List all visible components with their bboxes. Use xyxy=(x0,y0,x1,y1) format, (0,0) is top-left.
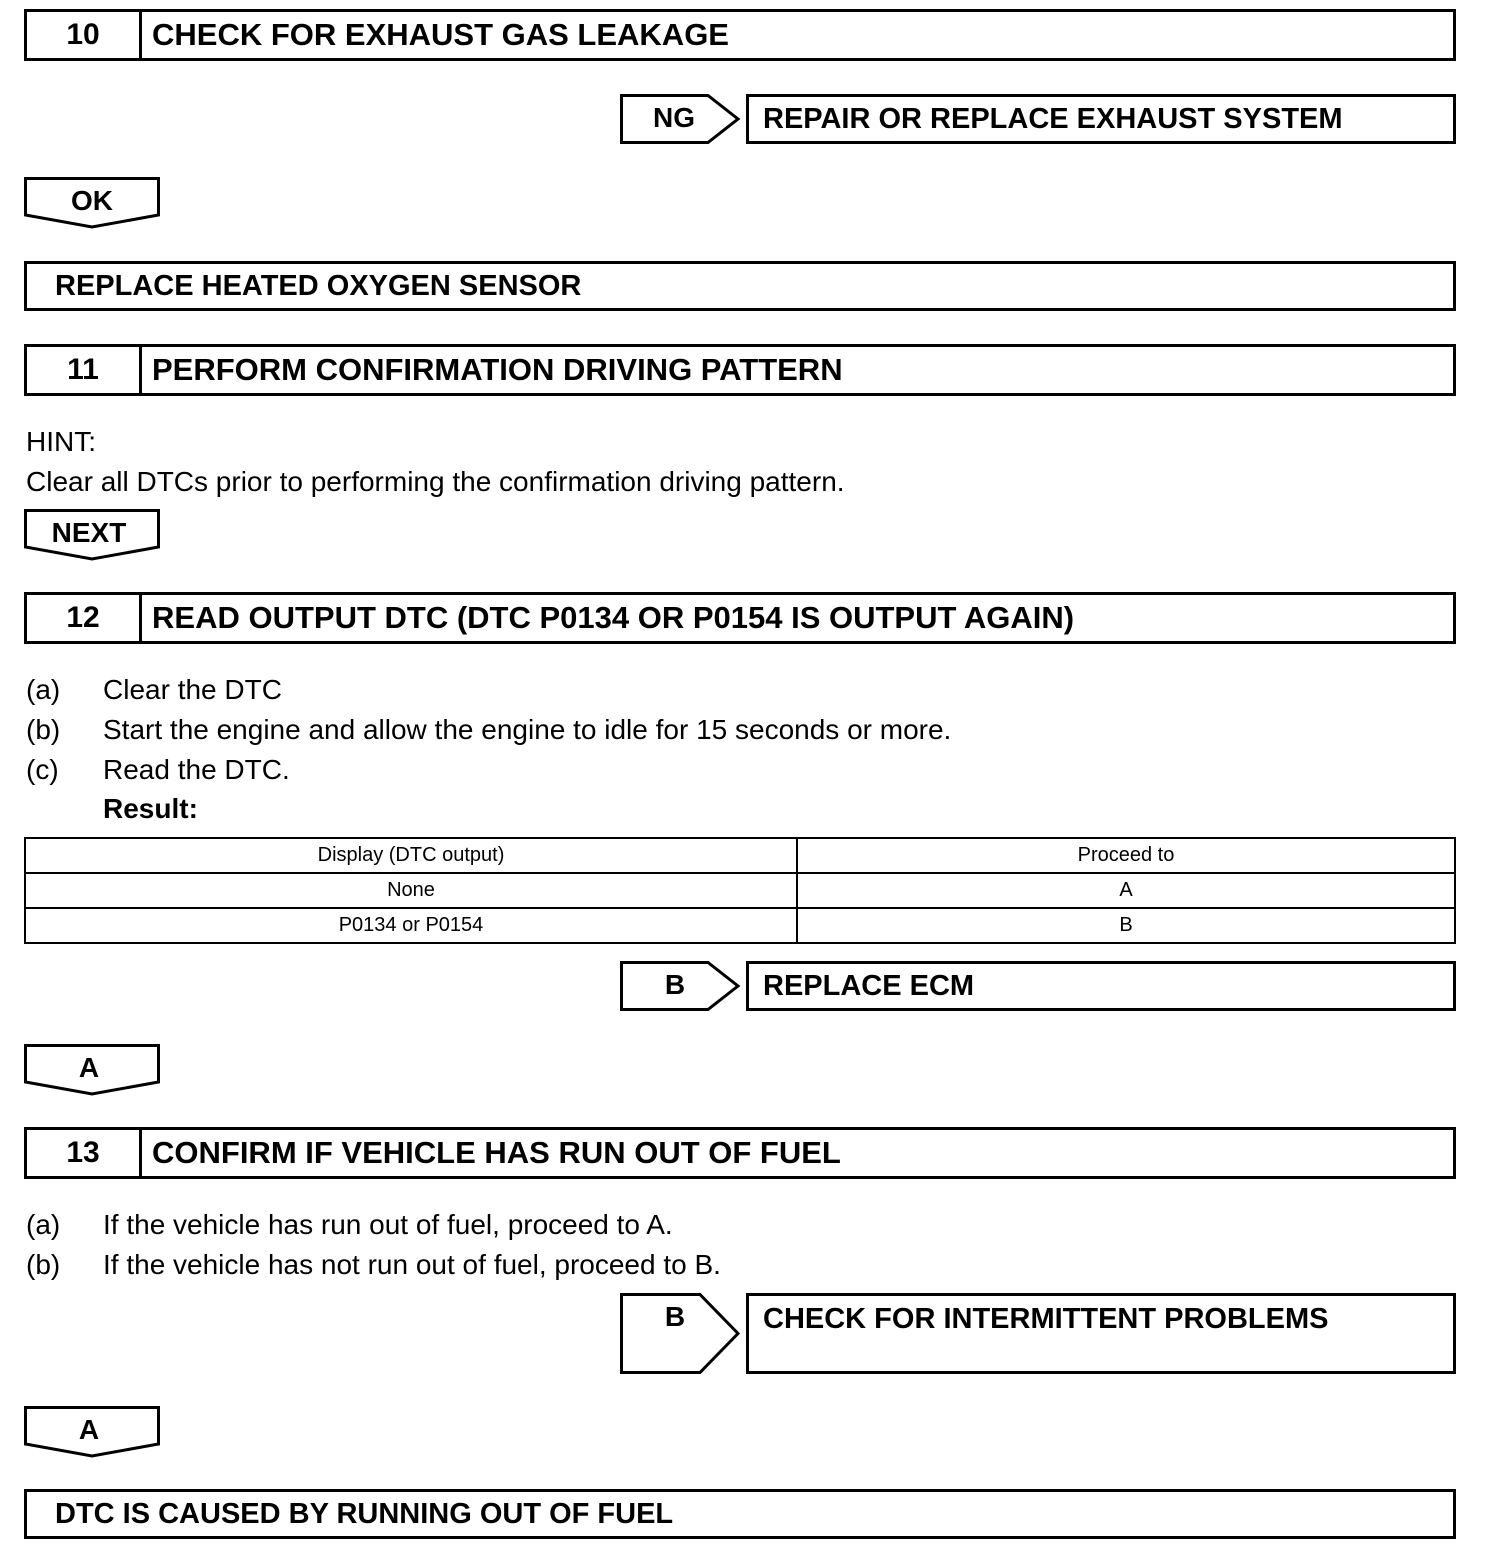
b-label: B xyxy=(664,1301,686,1332)
step-title: PERFORM CONFIRMATION DRIVING PATTERN xyxy=(152,352,843,387)
step-title: READ OUTPUT DTC (DTC P0134 OR P0154 IS OUTPUT AGAIN) xyxy=(152,600,1075,635)
list-marker: (a) xyxy=(26,1209,61,1240)
table-header-row xyxy=(25,838,1455,873)
list-item: Read the DTC. xyxy=(103,754,290,785)
result-label: Result: xyxy=(103,793,198,824)
list-item: Start the engine and allow the engine to idle for 15 seconds or more. xyxy=(103,714,952,745)
step-number: 10 xyxy=(27,12,142,58)
step-number: 13 xyxy=(27,1130,142,1176)
list-item: Clear the DTC xyxy=(103,674,282,705)
ok-branch-arrow[interactable] xyxy=(24,177,160,229)
a-action-box xyxy=(24,1489,1456,1539)
result-table xyxy=(24,837,1456,944)
a-branch-arrow[interactable] xyxy=(24,1044,160,1096)
ok-action-box xyxy=(24,261,1456,311)
b-label: B xyxy=(664,969,686,1000)
table-cell: B xyxy=(797,908,1455,943)
b-action-box xyxy=(746,1293,1456,1374)
step-title: CHECK FOR EXHAUST GAS LEAKAGE xyxy=(152,17,729,52)
a-action-text: DTC IS CAUSED BY RUNNING OUT OF FUEL xyxy=(55,1497,674,1530)
ng-action-box xyxy=(746,94,1456,144)
ok-label: OK xyxy=(71,185,113,216)
ok-action-text: REPLACE HEATED OXYGEN SENSOR xyxy=(55,269,582,302)
table-cell: P0134 or P0154 xyxy=(25,908,797,943)
ng-branch-arrow[interactable] xyxy=(620,94,742,144)
a-label: A xyxy=(78,1414,100,1445)
table-row xyxy=(25,908,1455,943)
table-cell: A xyxy=(797,873,1455,908)
step-11-header xyxy=(24,344,1456,396)
next-label: NEXT xyxy=(51,517,127,548)
list-marker: (c) xyxy=(26,754,59,785)
step-10-header xyxy=(24,9,1456,61)
a-label: A xyxy=(78,1052,100,1083)
b-branch-arrow[interactable] xyxy=(620,961,742,1011)
list-item: If the vehicle has not run out of fuel, proceed to B. xyxy=(103,1249,721,1280)
ng-label: NG xyxy=(653,102,695,133)
table-row xyxy=(25,873,1455,908)
hint-label: HINT: xyxy=(26,426,96,457)
list-marker: (a) xyxy=(26,674,61,705)
step-12-header xyxy=(24,592,1456,644)
next-branch-arrow[interactable] xyxy=(24,509,160,561)
table-header: Proceed to xyxy=(797,838,1455,873)
b-branch-arrow[interactable] xyxy=(620,1293,742,1374)
b-action-text: REPLACE ECM xyxy=(763,969,975,1002)
list-item: If the vehicle has run out of fuel, proceed to A. xyxy=(103,1209,673,1240)
step-number: 12 xyxy=(27,595,142,641)
list-marker: (b) xyxy=(26,1249,61,1280)
list-marker: (b) xyxy=(26,714,61,745)
b-action-box xyxy=(746,961,1456,1011)
hint-text: Clear all DTCs prior to performing the confirmation driving pattern. xyxy=(26,466,845,497)
table-cell: None xyxy=(25,873,797,908)
a-branch-arrow[interactable] xyxy=(24,1406,160,1458)
step-13-header xyxy=(24,1127,1456,1179)
step-title: CONFIRM IF VEHICLE HAS RUN OUT OF FUEL xyxy=(152,1135,841,1170)
ng-action-text: REPAIR OR REPLACE EXHAUST SYSTEM xyxy=(763,102,1343,135)
step-number: 11 xyxy=(27,347,142,393)
b-action-text: CHECK FOR INTERMITTENT PROBLEMS xyxy=(763,1303,1329,1335)
table-header: Display (DTC output) xyxy=(25,838,797,873)
